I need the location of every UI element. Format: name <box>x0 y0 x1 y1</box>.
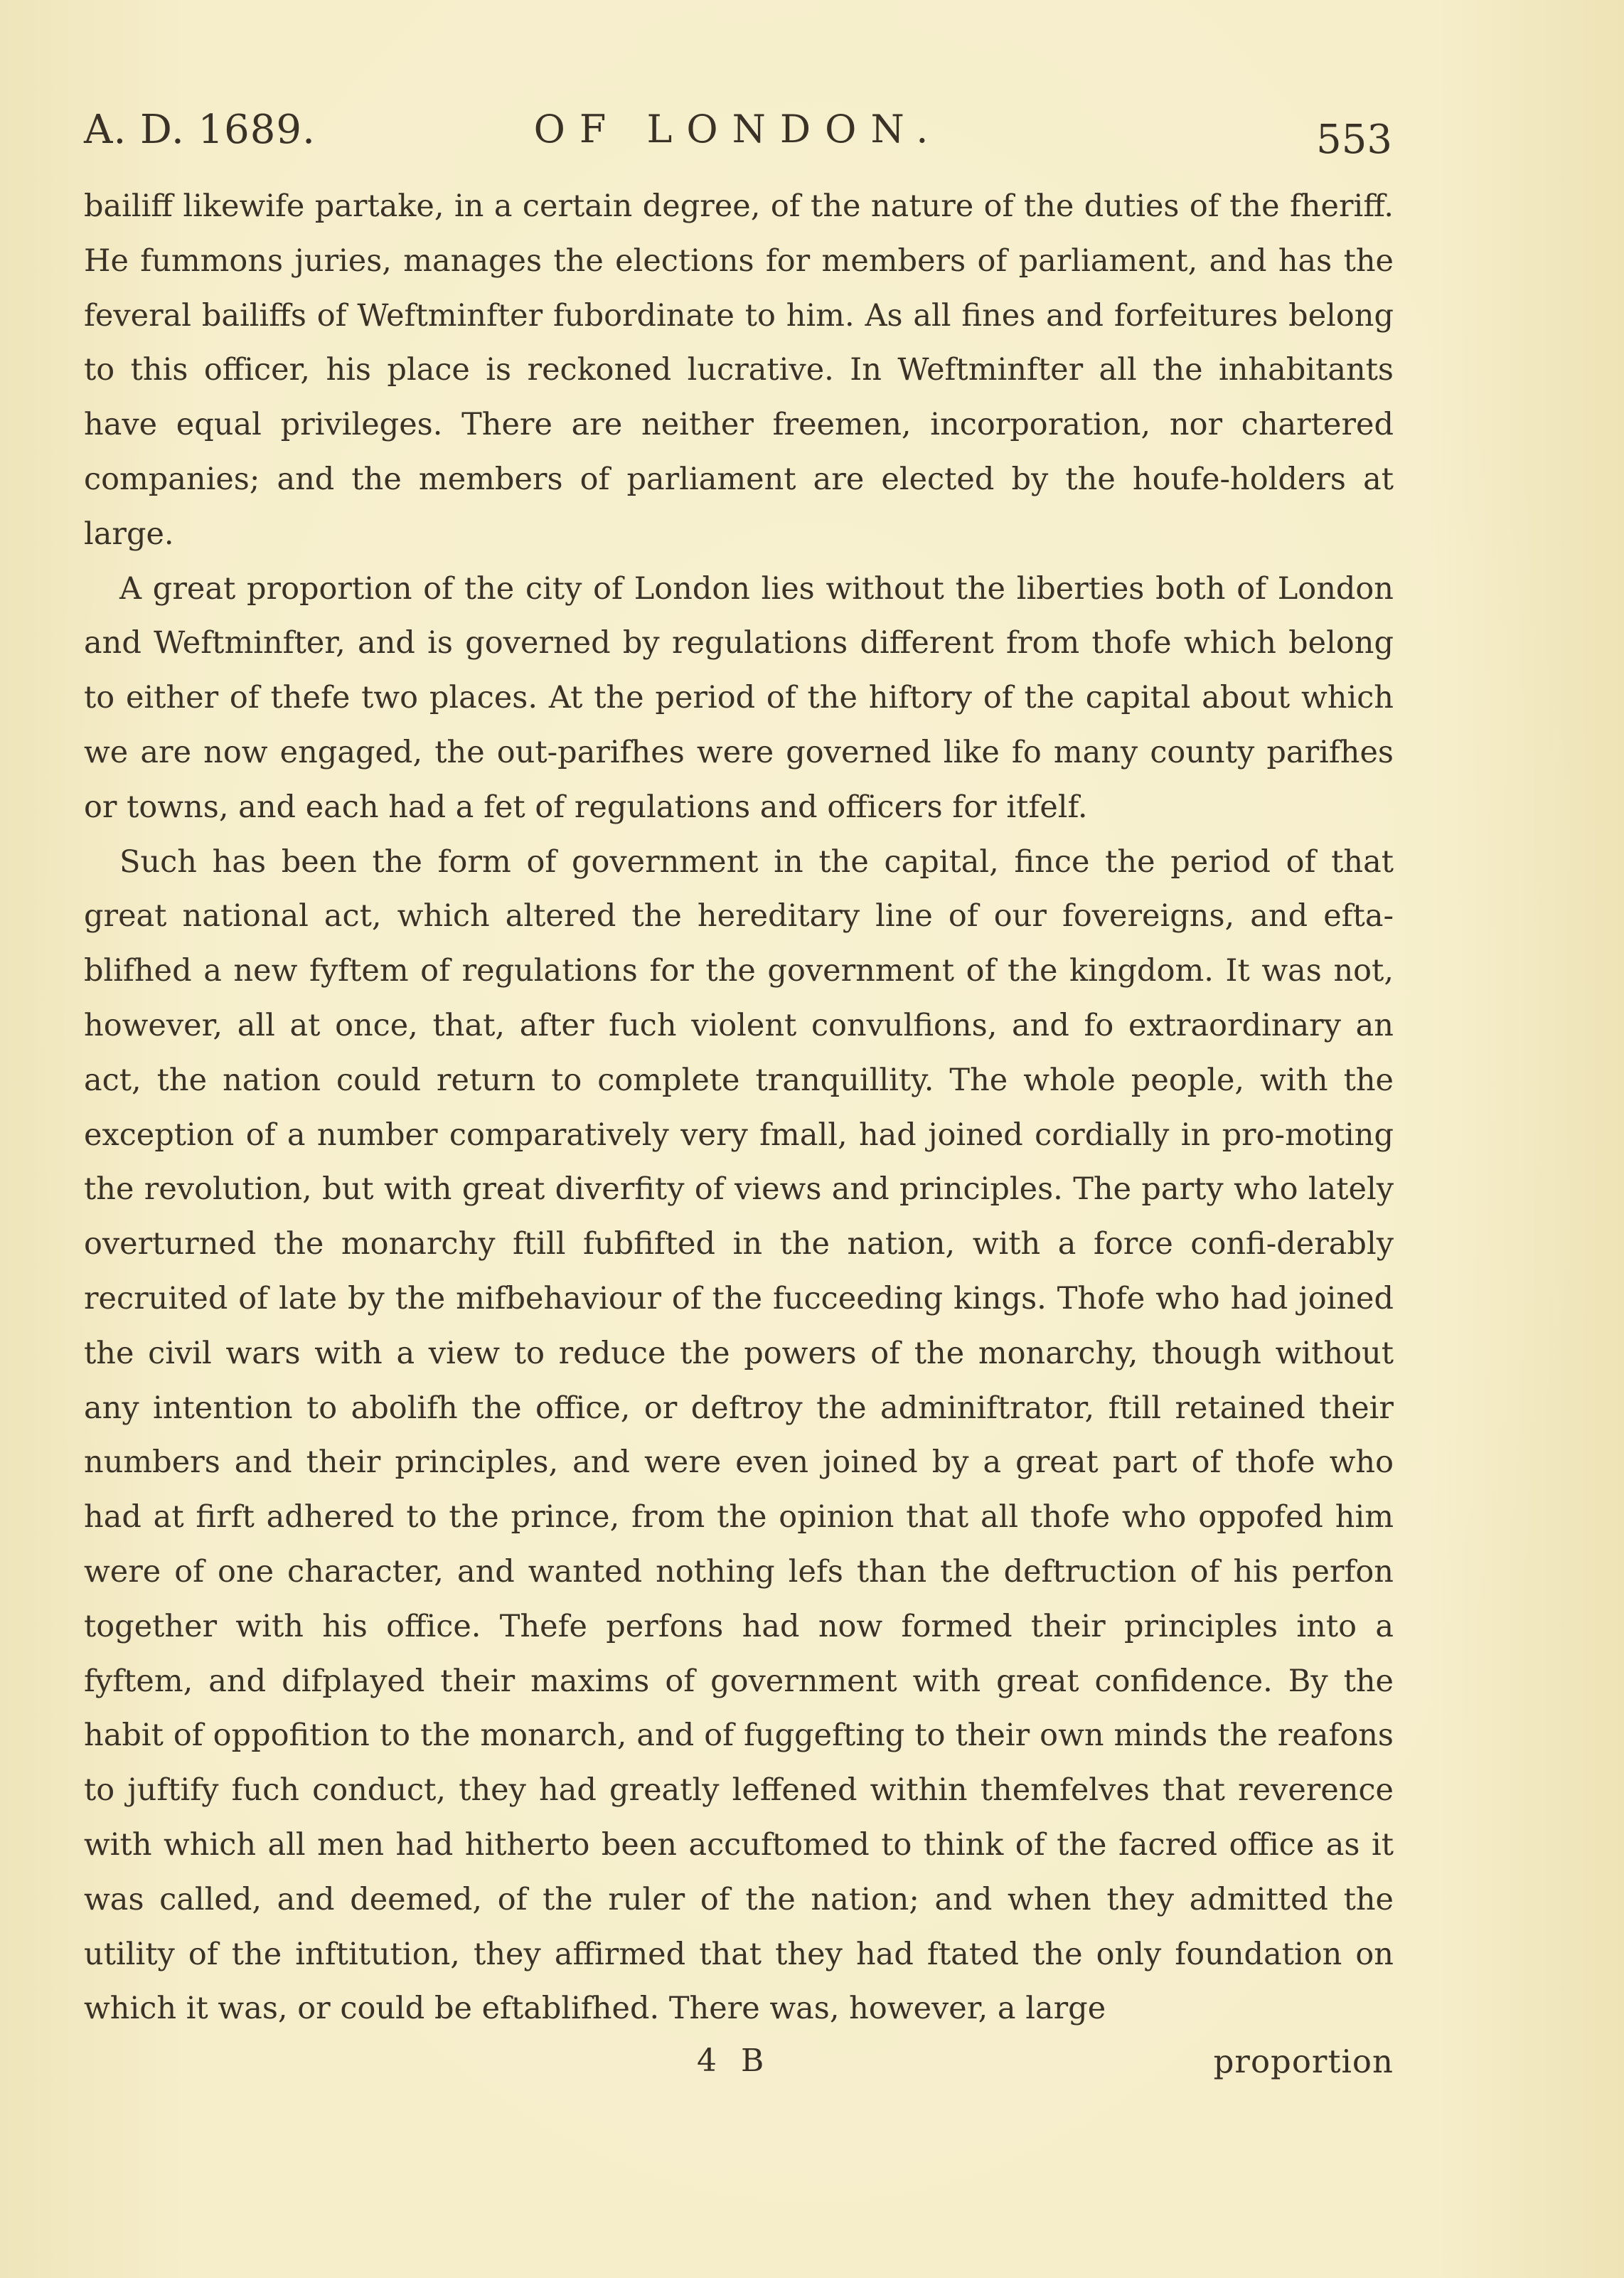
header-title: OF LONDON. <box>533 107 943 151</box>
header-date: A. D. 1689. <box>84 107 316 153</box>
running-header <box>84 107 1392 171</box>
page-footer <box>84 2043 1394 2092</box>
catchword: proportion <box>1213 2043 1394 2080</box>
paragraph-1: bailiff likewife partake, in a certain degree, of the nature of the duties of the fheriff. He fummons juries, manages the elections for members of parliament, and has the feveral bailiffs of Weftminfter fubordinate to him. As all fines and forfeitures belong to this officer, his place is reckoned lucrative. In Weftminfter all the inhabitants have equal privileges. There are neither freemen, incorporation, nor chartered companies; and the members of parliament are elected by the houfe-holders at large. <box>84 188 1394 552</box>
page-body <box>84 179 1394 2036</box>
paragraph-2: A great proportion of the city of London lies without the liberties both of London and Weftminfter, and is governed by regulations different from thofe which belong to either of thefe two places. At the period of the hiftory of the capital about which we are now engaged, the out-parifhes were governed like fo many county parifhes or towns, and each had a fet of regulations and officers for itfelf. <box>84 570 1394 825</box>
paragraph-3: Such has been the form of government in the capital, fince the period of that great national act, which altered the hereditary line of our fovereigns, and efta-blifhed a new fyftem of regulations for the government of the kingdom. It was not, however, all at once, that, after fuch violent convulfions, and fo extraordinary an act, the nation could return to complete tranquillity. The whole people, with the exception of a number comparatively very fmall, had joined cordially in pro-moting the revolution, but with great diverfity of views and principles. The party who lately overturned the monarchy ftill fubfifted in the nation, with a force confi-derably recruited of late by the mifbehaviour of the fucceeding kings. Thofe who had joined the civil wars with a view to reduce the powers of the monarchy, though without any intention to abolifh the office, or deftroy the adminiftrator, ftill retained their numbers and their principles, and were even joined by a great part of thofe who had at firft adhered to the prince, from the opinion that all thofe who oppofed him were of one character, and wanted nothing lefs than the deftruction of his perfon together with his office. Thefe perfons had now formed their principles into a fyftem, and difplayed their maxims of government with great confidence. By the habit of oppofition to the monarch, and of fuggefting to their own minds the reafons to juftify fuch conduct, they had greatly leffened within themfelves that reverence with which all men had hitherto been accuftomed to think of the facred office as it was called, and deemed, of the ruler of the nation; and when they admitted the utility of the inftitution, they affirmed that they had ftated the only foundation on which it was, or could be eftablifhed. There was, however, a large <box>84 843 1394 2027</box>
page-number: 553 <box>1316 117 1392 163</box>
signature-mark: 4 B <box>697 2043 771 2079</box>
